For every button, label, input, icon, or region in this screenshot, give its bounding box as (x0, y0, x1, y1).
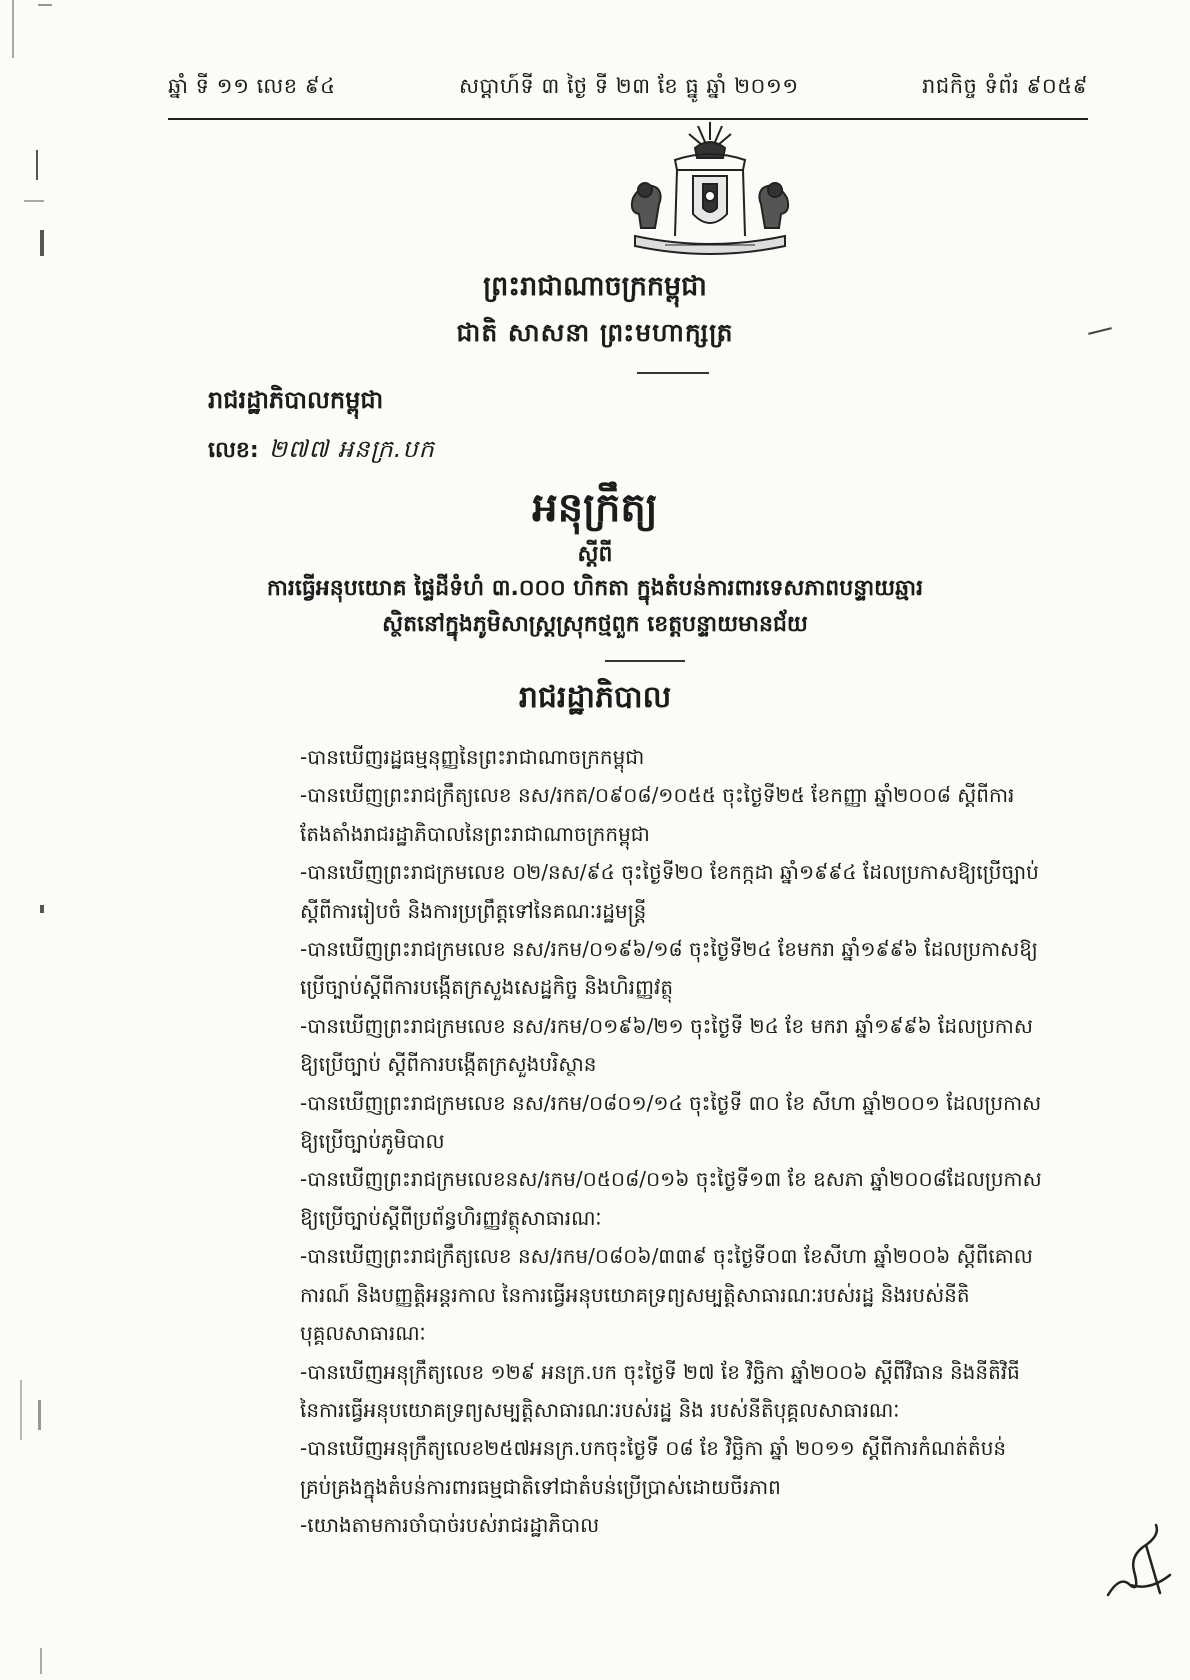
body-line: -បានឃើញរដ្ឋធម្មនុញ្ញនៃព្រះរាជាណាចក្រកម្ពុជា (300, 745, 645, 769)
body-line: -បានឃើញអនុក្រឹត្យលេខ២៥៧អនក្រ.បកចុះថ្ងៃទី ០៨ ខែ វិច្ឆិកា ឆ្នាំ ២០១១ ស្តីពីការកំណត់តំបន់ (300, 1436, 1007, 1461)
body-line: តែងតាំងរាជរដ្ឋាភិបាលនៃព្រះរាជាណាចក្រកម្ពុជា (300, 821, 650, 846)
body-line: បុគ្គលសាធារណៈ (300, 1321, 426, 1346)
body-line: -បានឃើញព្រះរាជក្រឹត្យលេខ នស/រកត/០៩០៨/១០៥៥ ចុះថ្ងៃទី២៥ ខែកញ្ញា ឆ្នាំ២០០៨ ស្តីពីការ (300, 783, 1015, 808)
decree-body (300, 738, 1090, 1545)
decree-about: ស្តីពី (577, 542, 613, 567)
body-line: -យោងតាមការចាំបាច់របស់រាជរដ្ឋាភិបាល (300, 1513, 600, 1538)
body-line: គ្រប់គ្រងក្នុងតំបន់ការពារធម្មជាតិទៅជាតំបន់ប្រើប្រាស់ដោយចីរភាព (300, 1474, 781, 1499)
body-line: ឱ្យប្រើច្បាប់ភូមិបាល (300, 1129, 445, 1154)
gazette-date: សប្តាហ៍ទី ៣ ថ្ងៃ ទី ២៣ ខែ ធ្នូ ឆ្នាំ ២០១១ (458, 73, 799, 98)
body-line: នៃការធ្វើអនុបយោគទ្រព្យសម្បត្តិសាធារណៈរបស់រដ្ឋ និង របស់នីតិបុគ្គលសាធារណៈ (300, 1397, 900, 1422)
body-line: -បានឃើញព្រះរាជក្រមលេខនស/រកម/០៥០៨/០១៦ ចុះថ្ងៃទី១៣ ខែ ឧសភា ឆ្នាំ២០០៨ដែលប្រកាស (300, 1167, 1042, 1192)
scan-margin-marks (0, 0, 60, 1680)
issuer-block (208, 385, 435, 469)
decree-number (208, 434, 435, 469)
body-line: -បានឃើញព្រះរាជក្រមលេខ នស/រកម/០១៩៦/១៨ ចុះថ្ងៃទី២៤ ខែមករា ឆ្នាំ១៩៩៦ ដែលប្រកាសឱ្យ (300, 937, 1038, 962)
gazette-page: រាជកិច្ច ទំព័រ ៩០៥៩ (922, 73, 1088, 98)
kingdom-name: ព្រះរាជាណាចក្រកម្ពុជា (483, 271, 707, 302)
royal-emblem-icon (615, 118, 805, 268)
decree-subject-line-1: ការធ្វើអនុបយោគ ផ្ទៃដីទំហំ ៣.០០០ ហិកតា ក្នុងតំបន់ការពារទេសភាពបន្ទាយឆ្មារ (266, 576, 924, 601)
body-line: -បានឃើញព្រះរាជក្រមលេខ ០២/នស/៩៤ ចុះថ្ងៃទី២០ ខែកក្កដា ឆ្នាំ១៩៩៤ ដែលប្រកាសឱ្យប្រើច្បាប់ (300, 860, 1039, 885)
body-line: ស្តីពីការរៀបចំ និងការប្រព្រឹត្តទៅនៃគណៈរដ្ឋមន្ត្រី (300, 898, 647, 923)
body-line: -បានឃើញព្រះរាជក្រមលេខ នស/រកម/០១៩៦/២១ ចុះថ្ងៃទី ២៤ ខែ មករា ឆ្នាំ១៩៩៦ ដែលប្រកាស (300, 1013, 1033, 1038)
gazette-header (168, 70, 1088, 106)
body-line: ប្រើច្បាប់ស្តីពីការបង្កើតក្រសួងសេដ្ឋកិច្ច និងហិរញ្ញវត្ថុ (300, 975, 674, 1000)
decree-title: អនុក្រឹត្យ (532, 485, 658, 531)
decree-number-value: ២៧៧ អនក្រ.បក (268, 435, 435, 463)
issuer-name: រាជរដ្ឋាភិបាលកម្ពុជា (208, 386, 384, 414)
motto-divider (637, 372, 709, 374)
subject-divider (605, 660, 685, 662)
body-line: ឱ្យប្រើច្បាប់ ស្តីពីការបង្កើតក្រសួងបរិស្ថាន (300, 1052, 597, 1077)
body-line: -បានឃើញព្រះរាជក្រឹត្យលេខ នស/រកម/០៨០៦/៣៣៩ ចុះថ្ងៃទី០៣ ខែសីហា ឆ្នាំ២០០៦ ស្តីពីគោល (300, 1244, 1033, 1269)
body-line: -បានឃើញអនុក្រឹត្យលេខ ១២៩ អនក្រ.បក ចុះថ្ងៃទី ២៧ ខែ វិច្ឆិកា ឆ្នាំ២០០៦ ស្តីពីវិធាន និងនីតិវិធី (300, 1359, 1020, 1384)
decree-number-label: លេខ: (208, 438, 259, 463)
body-line: ការណ៍ និងបញ្ញត្តិអន្តរកាល នៃការធ្វើអនុបយោគទ្រព្យសម្បត្តិសាធារណៈរបស់រដ្ឋ និងរបស់នីតិ (300, 1282, 970, 1307)
government-heading: រាជរដ្ឋាភិបាល (518, 680, 672, 715)
body-line: ឱ្យប្រើច្បាប់ស្តីពីប្រព័ន្ធហិរញ្ញវត្ថុសាធារណៈ (300, 1205, 602, 1230)
national-motto: ជាតិ សាសនា ព្រះមហាក្សត្រ (456, 318, 734, 347)
decree-subject-line-2: ស្ថិតនៅក្នុងភូមិសាស្ត្រស្រុកថ្មពួក ខេត្តបន្ទាយមានជ័យ (382, 612, 808, 637)
initials-signature-icon (1100, 1515, 1180, 1605)
body-line: -បានឃើញព្រះរាជក្រមលេខ នស/រកម/០៨០១/១៤ ចុះថ្ងៃទី ៣០ ខែ សីហា ឆ្នាំ២០០១ ដែលប្រកាស (300, 1090, 1042, 1115)
gazette-issue: ឆ្នាំ ទី ១១ លេខ ៩៤ (168, 73, 336, 98)
